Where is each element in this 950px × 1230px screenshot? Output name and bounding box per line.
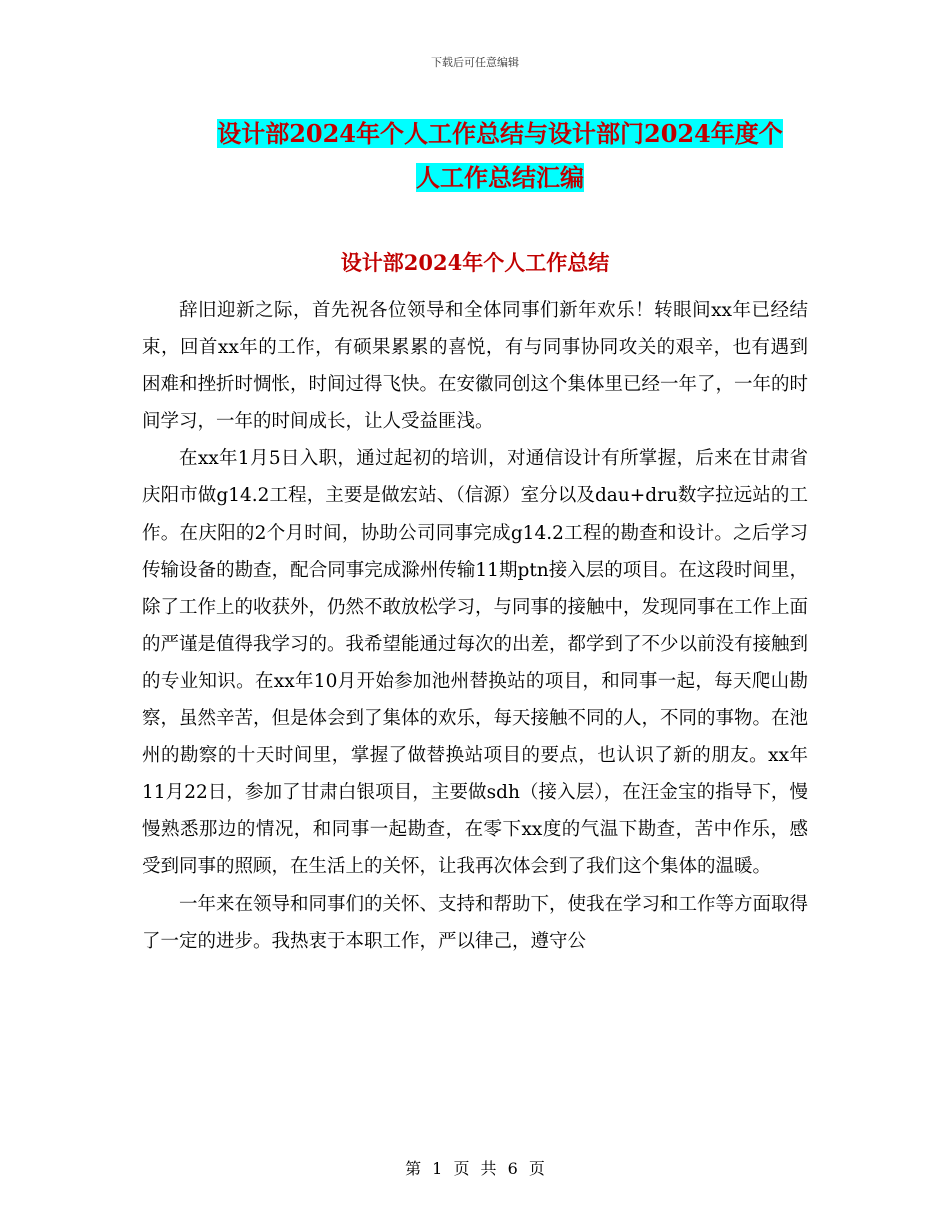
paragraph: 在xx年1月5日入职，通过起初的培训，对通信设计有所掌握，后来在甘肃省庆阳市做g14.2工程，主要是做宏站、（信源）室分以及dau+dru数字拉远站的工作。在庆阳的2个月时间，协助公司同事完成g14.2工程的勘查和设计。之后学习传输设备的勘查，配合同事完成滁州传输11期ptn接入层的项目。在这段时间里，除了工作上的收获外，仍然不敢放松学习，与同事的接触中，发现同事在工作上面的严谨是值得我学习的。我希望能通过每次的出差，都学到了不少以前没有接触到的专业知识。在xx年10月开始参加池州替换站的项目，和同事一起，每天爬山勘察，虽然辛苦，但是体会到了集体的欢乐，每天接触不同的人，不同的事物。在池州的勘察的十天时间里，掌握了做替换站项目的要点，也认识了新的朋友。xx年11月22日，参加了甘肃白银项目，主要做sdh（接入层），在汪金宝的指导下，慢慢熟悉那边的情况，和同事一起勘查，在零下xx度的气温下勘查，苦中作乐，感受到同事的照顾，在生活上的关怀，让我再次体会到了我们这个集体的温暖。 [142,448,809,878]
paragraph: 一年来在领导和同事们的关怀、支持和帮助下，使我在学习和工作等方面取得了一定的进步。我热衷于本职工作，严以律己，遵守公 [142,893,809,952]
header-note: 下载后可任意编辑 [431,56,519,69]
section-title: 设计部2024年个人工作总结 [340,250,610,275]
document-title [140,112,860,200]
document-body [142,292,808,960]
page-footer: 第 1 页 共 6 页 [405,1159,545,1178]
paragraph: 辞旧迎新之际，首先祝各位领导和全体同事们新年欢乐！转眼间xx年已经结束，回首xx年的工作，有硕果累累的喜悦，有与同事协同攻关的艰辛，也有遇到困难和挫折时惆怅，时间过得飞快。在安徽同创这个集体里已经一年了，一年的时间学习，一年的时间成长，让人受益匪浅。 [142,300,809,433]
title-line-1: 设计部2024年个人工作总结与设计部门2024年度个 [217,119,783,148]
title-line-2: 人工作总结汇编 [416,163,584,192]
